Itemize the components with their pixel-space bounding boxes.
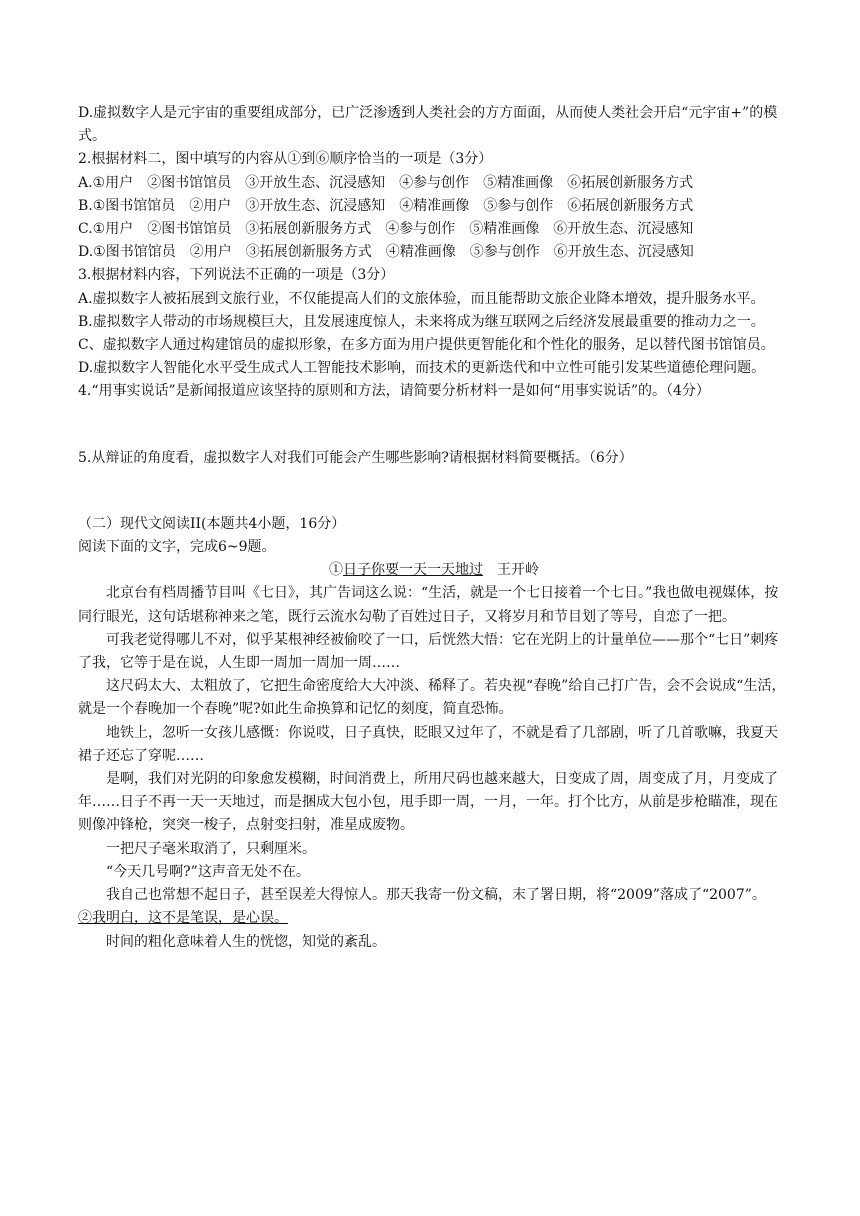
q4-stem: 4.“用事实说话”是新闻报道应该坚持的原则和方法，请简要分析材料一是如何“用事实说话”的。（4分） — [78, 383, 710, 400]
q2-option-b: B.①图书馆馆员 ②用户 ③开放生态、沉浸感知 ④精准画像 ⑤参与创作 ⑥拓展创新服务方式 — [78, 197, 694, 214]
article-paragraph: 可我老觉得哪儿不对，似乎某根神经被偷咬了一口，后恍然大悟：它在光阴上的计量单位——那个“七日”刺疼了我，它等于是在说，人生即一周加一周加一周…… — [78, 631, 779, 672]
q3-option-b: B.虚拟数字人带动的市场规模巨大，且发展速度惊人，未来将成为继互联网之后经济发展最重要的推动力之一。 — [78, 313, 765, 330]
article-paragraph: 是啊，我们对光阴的印象愈发模糊，时间消费上，所用尺码也越来越大，日变成了周，周变成了月，月变成了年……日子不再一天一天地过，而是捆成大包小包，甩手即一周，一月，一年。打个比方，从前是步枪瞄准，现在则像冲锋枪，突突一梭子，点射变扫射，准星成废物。 — [78, 771, 778, 834]
q3-option-c: C、虚拟数字人通过构建馆员的虚拟形象，在多方面为用户提供更智能化和个性化的服务，足以替代图书馆馆员。 — [78, 337, 775, 354]
q1-option-d: D.虚拟数字人是元宇宙的重要组成部分，已广泛渗透到人类社会的方方面面，从而使人类社会开启“元宇宙+”的模式。 — [78, 105, 778, 145]
q2-option-a: A.①用户 ②图书馆馆员 ③开放生态、沉浸感知 ④参与创作 ⑤精准画像 ⑥拓展创新服务方式 — [78, 174, 694, 191]
q3-option-d: D.虚拟数字人智能化水平受生成式人工智能技术影响，而技术的更新迭代和中立性可能引发某些道德伦理问题。 — [78, 360, 766, 377]
q2-option-c: C.①用户 ②图书馆馆员 ③拓展创新服务方式 ④参与创作 ⑤精准画像 ⑥开放生态、沉浸感知 — [78, 221, 694, 238]
article-title-mark: ① — [329, 562, 343, 579]
article-paragraph: 我自己也常想不起日子，甚至误差大得惊人。那天我寄一份文稿，末了署日期，将“2009”落成了“2007”。 — [106, 887, 766, 904]
article-paragraph: “今天几号啊?”这声音无处不在。 — [106, 863, 310, 880]
q5-stem: 5.从辩证的角度看，虚拟数字人对我们可能会产生哪些影响?请根据材料简要概括。（6分） — [78, 449, 633, 466]
q2-option-d: D.①图书馆馆员 ②用户 ③拓展创新服务方式 ④精准画像 ⑤参与创作 ⑥开放生态、沉浸感知 — [78, 244, 694, 261]
article-paragraph: 这尺码太大、太粗放了，它把生命密度给大大冲淡、稀释了。若央视“春晚”给自己打广告，会不会说成“生活，就是一个春晚加一个春晚”呢?如此生命换算和记忆的刻度，简直恐怖。 — [78, 678, 786, 718]
article-title-line — [78, 559, 790, 582]
underlined-sentence: ②我明白，这不是笔误，是心误。 — [78, 910, 288, 927]
q2-stem: 2.根据材料二，图中填写的内容从①到⑥顺序恰当的一项是（3分） — [78, 151, 493, 168]
article-paragraph: 北京台有档周播节目叫《七日》，其广告词这么说：“生活，就是一个七日接着一个七日。”我也做电视媒体，按同行眼光，这句话堪称神来之笔，既行云流水勾勒了百姓过日子，又将岁月和节目划了等号，自恋了一把。 — [78, 585, 779, 625]
article-title: 日子你要一天一天地过 — [343, 562, 483, 579]
q3-stem: 3.根据材料内容，下列说法不正确的一项是（3分） — [78, 267, 395, 284]
answer-space-q4 — [78, 404, 790, 447]
article-paragraph-last: 时间的粗化意味着人生的恍惚，知觉的紊乱。 — [106, 933, 386, 950]
section2-heading: （二）现代文阅读II(本题共4小题，16分） — [78, 515, 346, 532]
q3-option-a: A.虚拟数字人被拓展到文旅行业，不仅能提高人们的文旅体验，而且能帮助文旅企业降本增效，提升服务水平。 — [78, 290, 765, 307]
exam-page — [78, 102, 790, 954]
article-paragraph: 地铁上，忽听一女孩儿感慨：你说哎，日子真快，眨眼又过年了，不就是看了几部剧，听了几首歌嘛，我夏天裙子还忘了穿呢…… — [78, 724, 778, 764]
article-author: 王开岭 — [497, 562, 539, 579]
section2-instruction: 阅读下面的文字，完成6~9题。 — [78, 539, 276, 556]
article-paragraph: 一把尺子毫米取消了，只剩厘米。 — [106, 840, 316, 857]
answer-space-q5 — [78, 470, 790, 513]
